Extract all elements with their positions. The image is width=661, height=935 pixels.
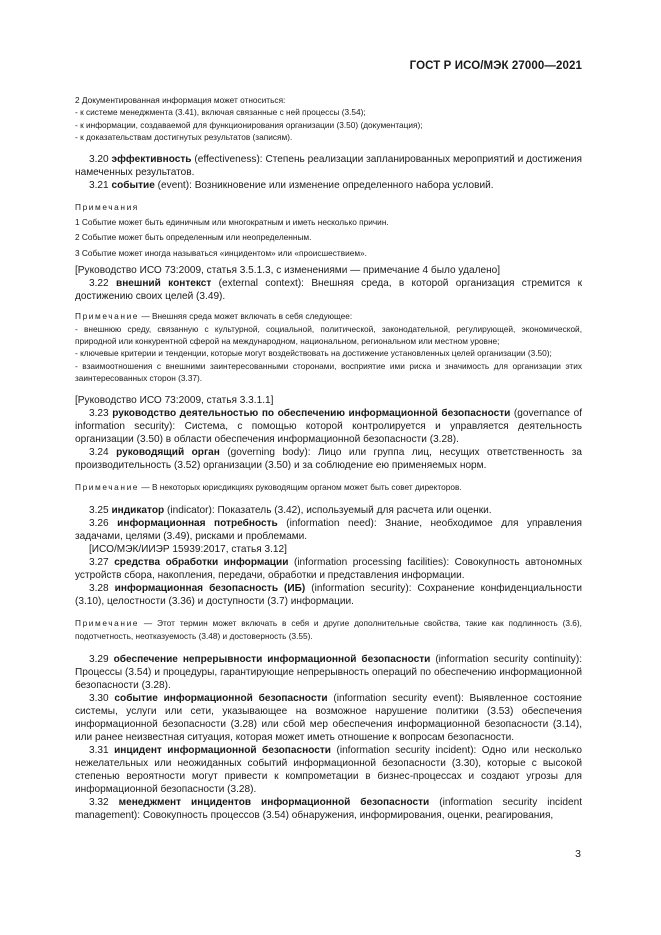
term-3-26 — [75, 517, 582, 543]
note-intro — [75, 310, 582, 322]
notes-3-21 — [75, 201, 582, 260]
term-title: индикатор — [111, 505, 165, 517]
note-list-item: - ключевые критерии и тенденции, которые могут воздействовать на достижение установленных целей организации (3.50); — [75, 348, 552, 359]
term-title: руководящий орган — [116, 446, 220, 458]
documented-info-note — [75, 94, 582, 144]
term-number: 3.31 — [89, 744, 109, 756]
term-3-28 — [75, 582, 582, 608]
note-list-item: - внешнюю среду, связанную с культурной, социальной, политической, законодательной, регулирующей, экономической, природной или конкурентной сферой на международном, национальном, региональном или местном уровне; — [75, 323, 582, 347]
reference-3-22: [Руководство ИСО 73:2009, статья 3.3.1.1] — [75, 394, 274, 406]
note-3-24 — [75, 481, 582, 493]
term-3-20 — [75, 153, 582, 179]
term-3-25 — [75, 504, 582, 517]
notes-label: Примечания — [75, 201, 139, 212]
term-title: информационная безопасность (ИБ) — [114, 583, 306, 595]
note-text: — Внешняя среда может включать в себя следующее: — [139, 311, 353, 322]
note-item: 2 Событие может быть определенным или неопределенным. — [75, 232, 312, 243]
term-3-32 — [75, 796, 582, 822]
note-list-item: - к информации, создаваемой для функционирования организации (3.50) (документация); — [75, 119, 423, 130]
term-number: 3.26 — [89, 518, 109, 530]
note-item: 1 Событие может быть единичным или многократным и иметь несколько причин. — [75, 217, 389, 228]
note-label: Примечание — [75, 311, 140, 322]
term-definition: (information security incident): Одно или несколько нежелательных или неожиданных событий информационной безопасности (3.30), которые с высокой степенью вероятности могут привести к компрометации в бизнес-процессах и создают угрозы для информационной безопасности (3.28). — [75, 744, 582, 795]
note-list-item: - к системе менеджмента (3.41), включая связанные с ней процессы (3.54); — [75, 107, 366, 118]
term-definition: (external context): Внешняя среда, в которой организация стремится к достижению своих целей (3.49). — [75, 278, 582, 303]
term-definition: (event): Возникновение или изменение определенного набора условий. — [154, 179, 494, 191]
note-title: 2 Документированная информация может относиться: — [75, 95, 286, 105]
note-list-item: - к доказательствам достигнутых результатов (записям). — [75, 132, 293, 143]
note-3-22 — [75, 310, 582, 384]
term-number: 3.20 — [89, 153, 109, 165]
reference-3-21: [Руководство ИСО 73:2009, статья 3.5.1.3, с изменениями — примечание 4 было удалено] — [75, 265, 501, 277]
term-3-23 — [75, 407, 582, 446]
term-number: 3.29 — [89, 653, 109, 665]
note-label: Примечание — [75, 618, 140, 629]
term-definition: (indicator): Показатель (3.42), используемый для расчета или оценки. — [164, 505, 492, 517]
term-3-29 — [75, 653, 582, 692]
reference-3-26: [ИСО/МЭК/ИИЭР 15939:2017, статья 3.12] — [89, 544, 287, 556]
term-3-21 — [75, 179, 582, 192]
term-number: 3.25 — [89, 505, 109, 517]
term-3-27 — [75, 556, 582, 582]
term-definition: (information security event): Выявленное состояние системы, услуги или сети, указывающее на возможное нарушение политики (3.53) обеспечения информационной безопасности (3.28) или сбой мер обеспечения информационной безопасности (3.14), или ранее неизвестная ситуация, которая может иметь отношение к вопросам безопасности. — [75, 692, 582, 743]
term-number: 3.32 — [89, 796, 109, 808]
note-text: — Этот термин может включать в себя и другие дополнительные свойства, такие как подлинность (3.6), подотчетность, неотказуемость (3.48) и достоверность (3.55). — [75, 618, 582, 641]
term-number: 3.27 — [89, 557, 109, 569]
term-3-31 — [75, 744, 582, 796]
term-title: инцидент информационной безопасности — [114, 744, 332, 756]
term-title: информационная потребность — [117, 518, 278, 530]
term-number: 3.23 — [89, 407, 109, 419]
term-title: событие информационной безопасности — [114, 692, 328, 704]
term-3-24 — [75, 446, 582, 472]
term-title: обеспечение непрерывности информационной безопасности — [113, 653, 431, 665]
page-number: 3 — [575, 848, 581, 860]
term-3-22 — [75, 277, 582, 303]
note-item: 3 Событие может иногда называться «инцидентом» или «происшествием». — [75, 247, 367, 258]
note-label: Примечание — [75, 481, 140, 492]
term-definition: (effectiveness): Степень реализации запланированных мероприятий и достижения намеченных результатов. — [75, 153, 582, 178]
term-definition: (information security continuity): Процессы (3.54) и процедуры, гарантирующие непрерывность операций по обеспечению информационной безопасности (3.28). — [75, 653, 583, 691]
term-number: 3.30 — [89, 692, 109, 704]
term-number: 3.22 — [89, 278, 109, 290]
page-content — [75, 94, 582, 822]
note-3-28 — [75, 617, 582, 642]
note-text: — В некоторых юрисдикциях руководящим органом может быть совет директоров. — [139, 481, 462, 492]
term-title: средства обработки информации — [114, 557, 289, 569]
term-3-30 — [75, 692, 582, 744]
term-definition: (information security incident management): Совокупность процессов (3.54) обнаружения, информирования, оценки, реагирования, — [75, 796, 582, 821]
term-title: эффективность — [111, 153, 192, 165]
term-title: внешний контекст — [115, 278, 212, 290]
term-title: менеджмент инцидентов информационной безопасности — [118, 796, 430, 808]
term-definition: (information need): Знание, необходимое для управления задачами, целями (3.49), рисками и проблемами. — [75, 518, 582, 543]
term-definition: (information security): Сохранение конфиденциальности (3.10), целостности (3.36) и доступности (3.7) информации. — [75, 583, 582, 608]
term-definition: (information processing facilities): Совокупность автономных устройств сбора, накопления, передачи, обработки и представления информации. — [75, 557, 583, 582]
note-list-item: - взаимоотношения с внешними заинтересованными сторонами, восприятие ими риска и значимость для организации этих заинтересованных сторон (3.37). — [75, 360, 582, 384]
term-definition: (governance of information security): Система, с помощью которой контролируется и управляется деятельность организации (3.50) в области обеспечения информационной безопасности (3.28). — [75, 407, 583, 445]
term-definition: (governing body): Лицо или группа лиц, несущих ответственность за производительность (3.52) организации (3.50) и за соблюдение ею применяемых норм. — [75, 446, 582, 471]
term-number: 3.21 — [89, 179, 109, 191]
document-header: ГОСТ Р ИСО/МЭК 27000—2021 — [409, 60, 582, 72]
term-title: руководство деятельностью по обеспечению информационной безопасности — [112, 407, 511, 419]
term-number: 3.24 — [89, 446, 109, 458]
term-number: 3.28 — [89, 583, 109, 595]
term-title: событие — [111, 179, 155, 191]
